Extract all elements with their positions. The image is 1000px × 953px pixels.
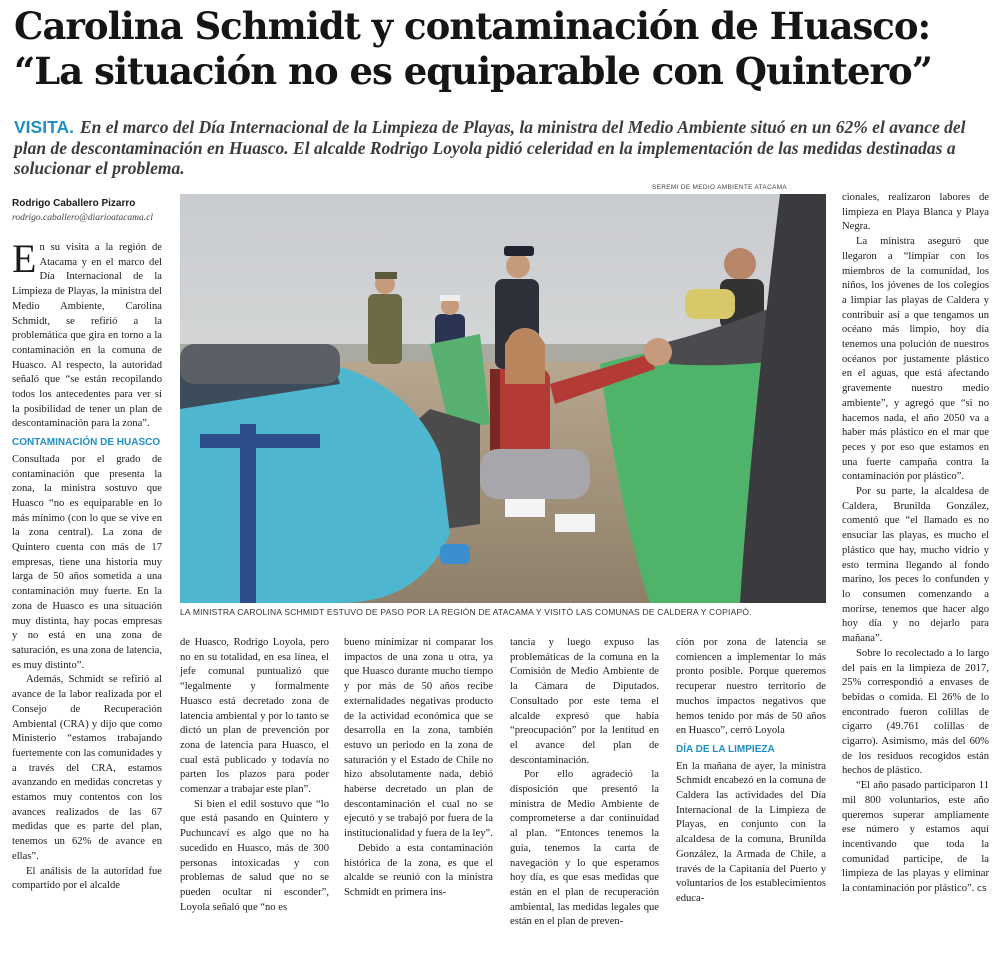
end-mark: cs <box>977 884 987 895</box>
col6-paragraph-1: cionales, realizaron labores de limpieza en Playa Blanca y Playa Negra. <box>842 192 989 233</box>
headline-line-2: “La situación no es equiparable con Quintero” <box>14 49 932 93</box>
col6-paragraph-5 <box>842 779 989 897</box>
column-5 <box>676 636 826 907</box>
beach-cleanup-photo <box>180 194 826 603</box>
column-1 <box>12 236 162 894</box>
col1-paragraph-4: El análisis de la autoridad fue compartido por el alcalde <box>12 865 162 892</box>
column-6 <box>842 191 989 897</box>
col2-paragraph-2: Si bien el edil sostuvo que “lo que está pasando en Quintero y Puchuncaví es algo que no ha sucedido en Huasco, más de 300 personas intoxicadas y con problemas de salud que no se pueden ocultar ni esconder”, Loyola señaló que “no es <box>180 798 329 913</box>
col5-paragraph-1: ción por zona de latencia se comiencen a implementar lo más pronto posible. Porque queremos recuperar nuestro territorio de muchos impactos negativos que hemos tenido por más de 50 años en Huasco”, cerró Loyola <box>676 637 826 737</box>
col6-paragraph-2: La ministra aseguró que llegaron a “limpiar con los miembros de la comunidad, los niños, los jóvenes de los colegios a limpiar las playas de Caldera y contribuir así a que tengamos un océano más limpio, hoy día tenemos una polución de nuestros océanos por justamente plástico en el aguas, que está afectando gravemente nuestro medio ambiente”, y agregó que “si no hacemos nada, el año 2050 va a haber más plástico en el mar que peces y por eso que estamos en una fuerte campaña contra la contaminación por plástico”. <box>842 236 989 483</box>
col6-paragraph-4: Sobre lo recolectado a lo largo del país en la limpieza de 2017, 25% correspondió a envases de bebidas o comida. El 26% de lo encontrado fueron colillas de cigarro (49.761 colillas de cigarro). Asimismo, más del 60% de los residuos recogidos están hechos de plástico. <box>842 647 989 777</box>
photo-caption: LA MINISTRA CAROLINA SCHMIDT ESTUVO DE PASO POR LA REGIÓN DE ATACAMA Y VISITÓ LAS COMUNAS DE CALDERA Y COPIAPÓ. <box>180 607 752 617</box>
col6-paragraph-3: Por su parte, la alcaldesa de Caldera, Brunilda González, comentó que “el llamado es no ensuciar las playas, es mucho el plástico que hay, mucho vidrio y esto termina llegando al fondo marino, los peces lo confunden y lo consumen comenzando a morirse, tenemos que hacer algo hoy día y no dejarlo para mañana”. <box>842 486 989 645</box>
col1-paragraph-2: Consultada por el grado de contaminación que presenta la zona, la ministra sostuvo que Huasco “no es equiparable en lo más mínimo (con lo que se vive en la zona central). La zona de Quintero cuenta con más de 17 empresas, tiene una historia muy larga de 50 años sometida a una contaminación muy fuerte. En la zona de Huasco es una situación muy distinta, hay pocas empresas y no está en una zona de saturación, es una zona de latencia, es muy distinto”. <box>12 453 162 671</box>
column-3 <box>344 636 493 901</box>
col5-paragraph-2: En la mañana de ayer, la ministra Schmidt encabezó en la comuna de Caldera las actividades del Día Internacional de la Limpieza de Playas, en conjunto con la alcaldesa de la comuna, Brunilda González, la Armada de Chile, a través de la Capitanía del Puerto y voluntarios de los establecimientos educa- <box>676 760 826 904</box>
col3-paragraph-2: Debido a esta contaminación histórica de la zona, es que el alcalde se reunió con la ministra Schmidt en primera ins- <box>344 842 493 898</box>
col4-paragraph-2: Por ello agradeció la disposición que presentó la ministra de Medio Ambiente de comprometerse a dar continuidad al plan. “Entonces tenemos la guía, tenemos la carta de navegación y lo que esperamos hoy día, es que esas medidas que están en el plan de recuperación ambiental, las medidas legales que están en el plan de preven- <box>510 769 659 928</box>
col6-paragraph-5-text: “El año pasado participaron 11 mil 800 voluntarios, este año queremos superar ampliamente ese número y estamos aquí incentivando que toda la comunidad participe, de la limpieza de las playas y eliminar la contaminación por plástico”. <box>842 780 989 895</box>
col2-paragraph-1: de Huasco, Rodrigo Loyola, pero no en su totalidad, en esa línea, el jefe comunal puntualizó que “legalmente y formalmente Huasco está decretado zona de latencia ambiental y por lo tanto se dictó un plan de prevención por zona de latencia para Huasco, el cual está publicado y todavía no parten los plazos para poder comenzar a trabajar este plan”. <box>180 637 329 796</box>
photo-credit: SEREMI DE MEDIO AMBIENTE ATACAMA <box>652 184 788 191</box>
headline <box>14 4 989 94</box>
col1-paragraph-1: n su visita a la región de Atacama y en el marco del Día Internacional de la Limpieza de Playas, la ministra del Medio Ambiente, Carolina Schmidt, se refirió a la problemática que gira en torno a la contaminación en la comuna de Huasco. Al respecto, la autoridad señaló que “se están recopilando todos los antecedentes para ver si la posibilidad de tener un plan de descontaminación para la zona”. <box>12 242 162 430</box>
column-2 <box>180 636 329 915</box>
article-photo <box>180 194 826 603</box>
column-4 <box>510 636 659 930</box>
lead-text: En el marco del Día Internacional de la Limpieza de Playas, la ministra del Medio Ambiente situó en un 62% el avance del plan de descontaminación en Huasco. El alcalde Rodrigo Loyola pidió celeridad en la implementación de las medidas destinadas a solucionar el problema. <box>14 117 966 178</box>
drop-cap: E <box>12 236 37 281</box>
col4-paragraph-1: tancia y luego expuso las problemáticas de la comuna en la Comisión de Medio Ambiente de la Cámara de Diputados. Consultado por este tema el alcalde expresó que había “preocupación” por la lentitud en el avance del plan de descontaminación. <box>510 637 659 766</box>
col1-paragraph-3: Además, Schmidt se refirió al avance de la labor realizada por el Consejo de Recuperación Ambiental (CRA) y dijo que como Ministerio “estamos trabajando fuertemente con las comunidades y a través del CRA, estamos avanzando en medidas concretas y estamos muy contentos con los avances realizados de las 67 medidas que es parte del plan, tenemos un 62% de avance en ellas”. <box>12 674 162 862</box>
byline-email: rodrigo.caballero@diarioatacama.cl <box>12 213 154 223</box>
subhead-dia-limpieza: DÍA DE LA LIMPIEZA <box>676 743 775 755</box>
lead-paragraph <box>14 117 989 179</box>
lead-kicker: VISITA. <box>14 117 74 137</box>
byline-author: Rodrigo Caballero Pizarro <box>12 198 136 209</box>
headline-line-1: Carolina Schmidt y contaminación de Huasco: <box>14 4 931 48</box>
subhead-contaminacion: CONTAMINACIÓN DE HUASCO <box>12 437 161 449</box>
col3-paragraph-1: bueno minimizar ni comparar los impactos de una zona u otra, ya que Huasco durante mucho tiempo y por más de 50 años recibe externalidades negativas producto de la actividad económica que se desarrolla en la zona, también estuvo un periodo en la zona de saturación y el Estado de Chile no hizo absolutamente nada, debió haberse decretado un plan de descontaminación el cual no se ejecutó y se trabajó por fuera de la institucionalidad y fuera de la ley”. <box>344 637 493 840</box>
